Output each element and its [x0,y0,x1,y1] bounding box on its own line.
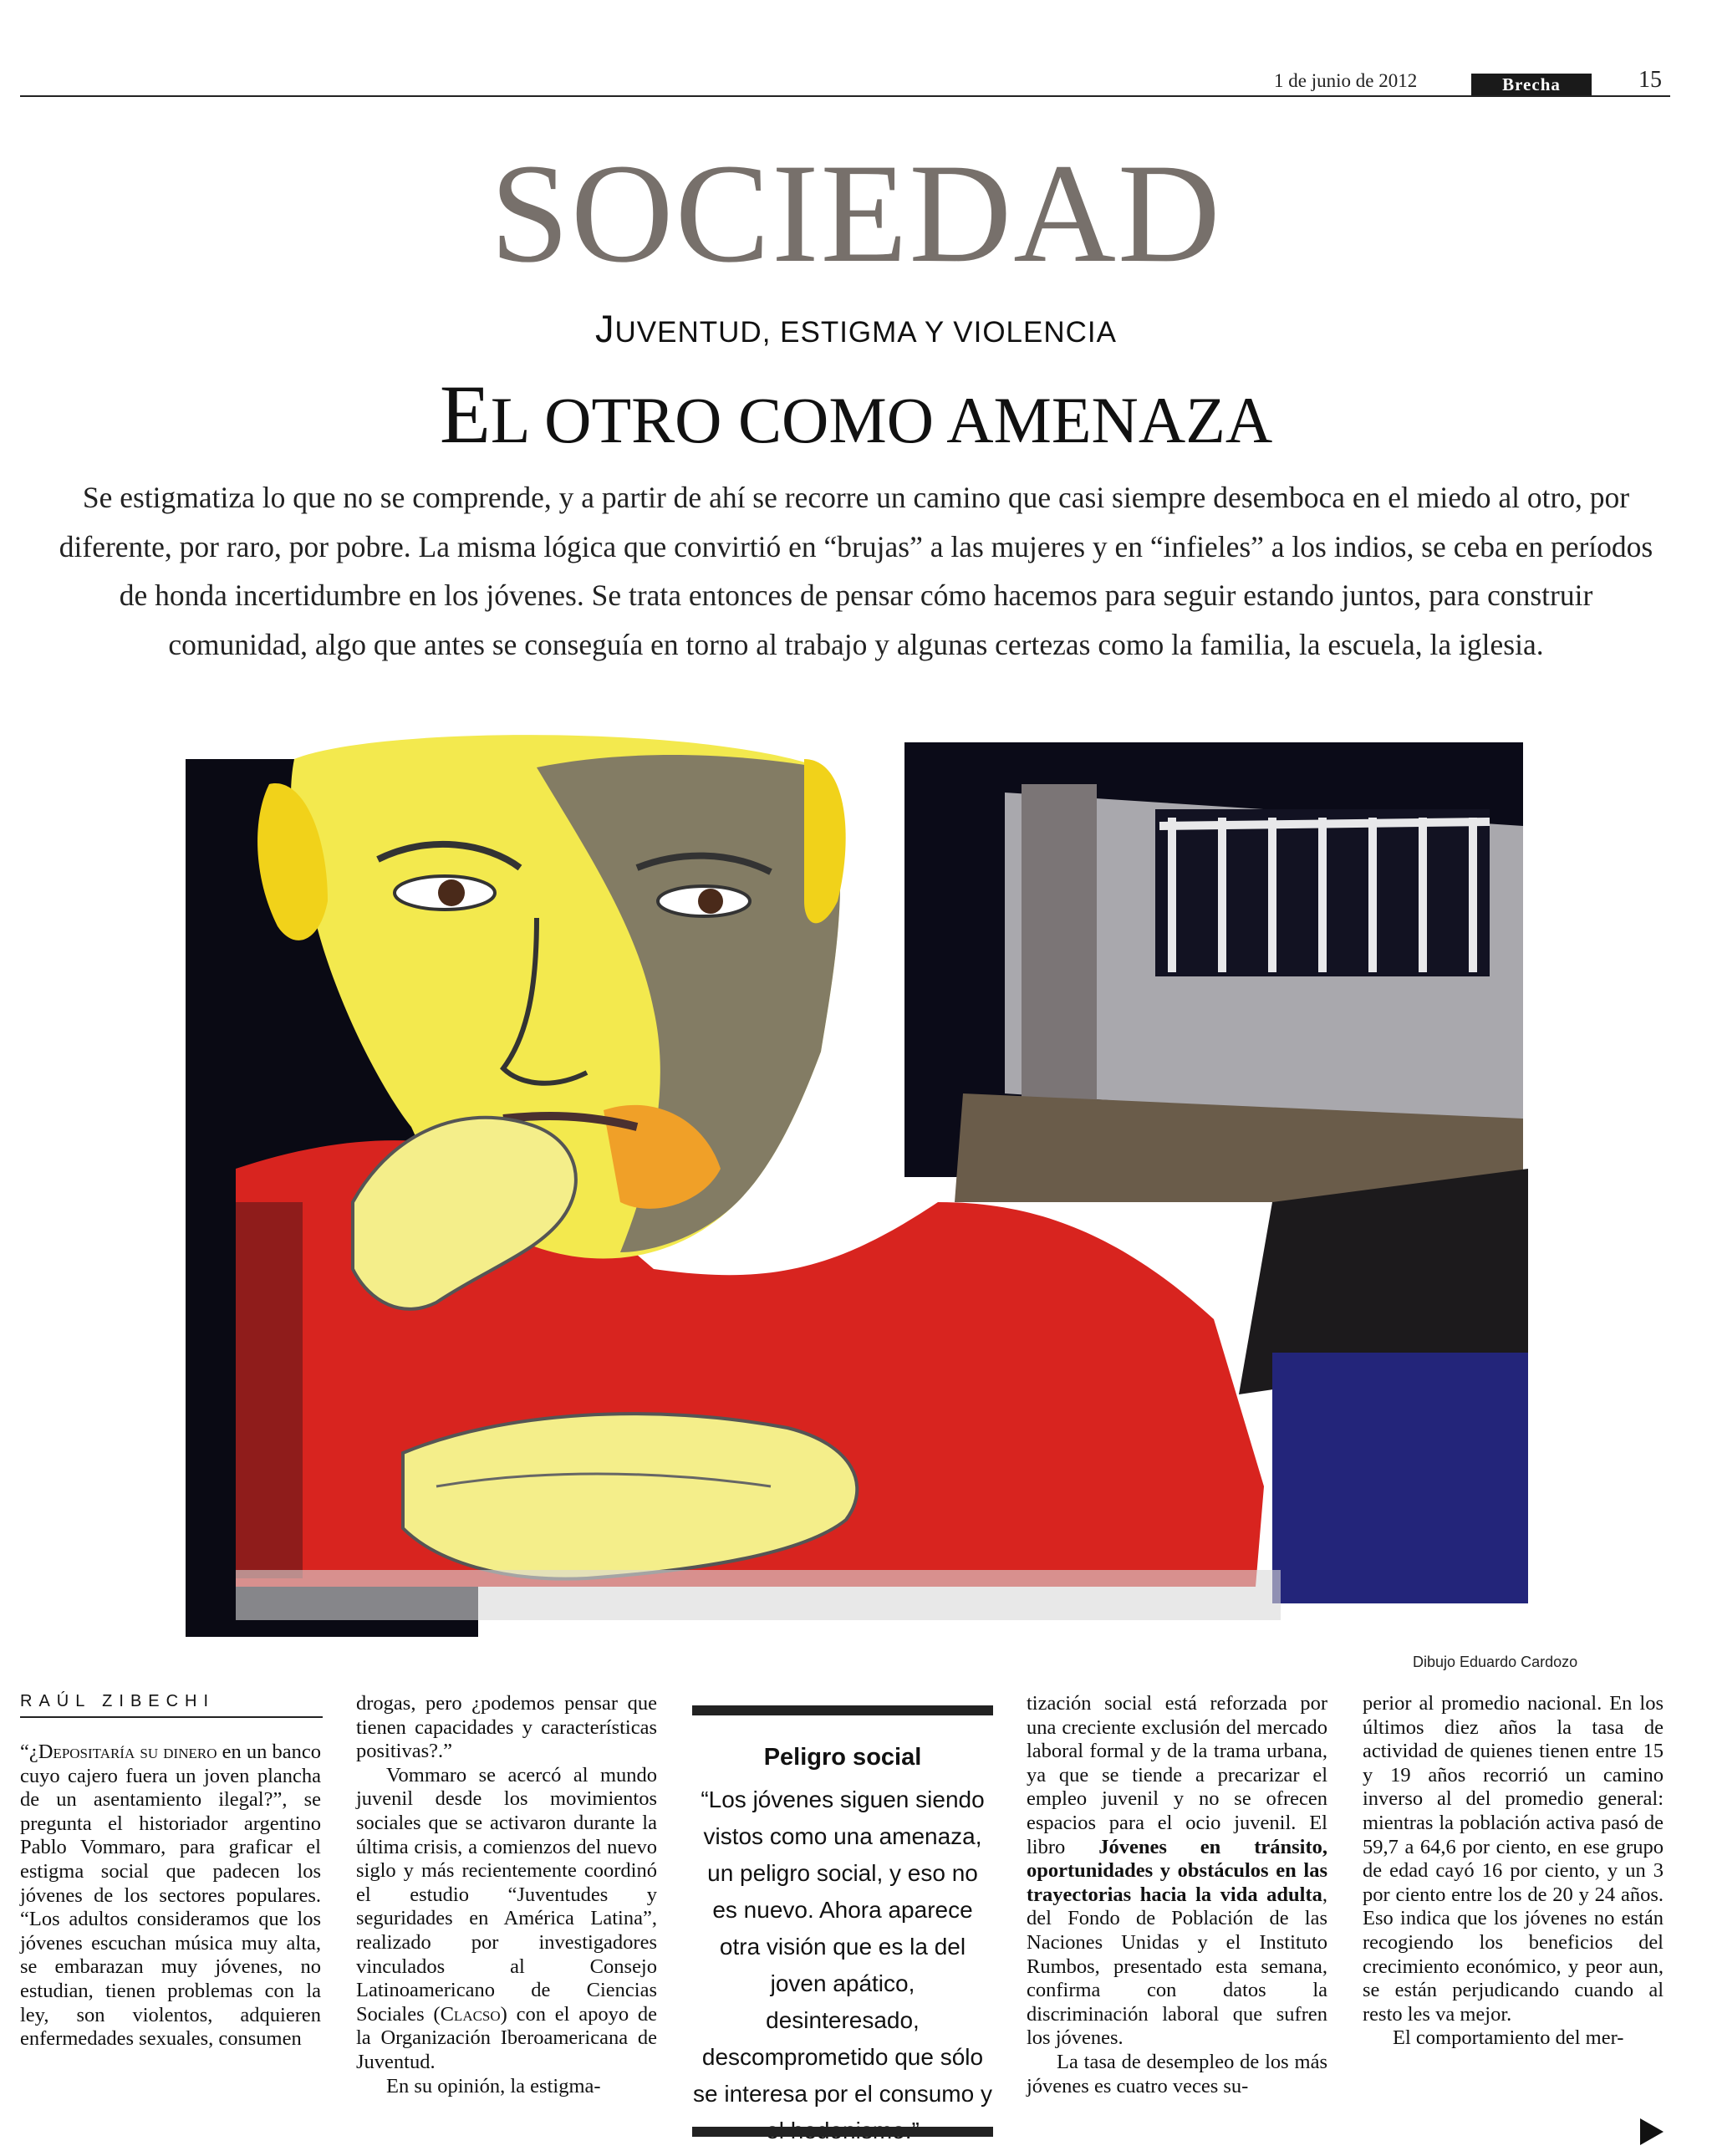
pull-quote-title: Peligro social [763,1744,922,1771]
headline-initial: E [439,368,491,461]
paragraph-text: en un banco cuyo cajero fuera un joven plancha de un asentamiento ilegal?”, se pregunta el historiador argentino Pablo Vommaro, para graficar el estigma social que padecen los jóvenes de los sectores populares. “Los adultos consideramos que los jóvenes escuchan música muy alta, se embarazan muy jóvenes, no estudian, tienen problemas con la ley, son violentos, adquieren enfermedades sexuales, consumen [20,1741,321,2051]
headline-rest: L OTRO COMO AMENAZA [490,384,1273,456]
pull-quote-text: “Los jóvenes siguen siendo vistos como una amenaza, un peligro social, y eso no es nuevo. Ahora aparece otra visión que es la del joven apático, desinteresado, descomprometido que sólo se interesa por el consumo y [693,1786,992,2107]
paragraph: drogas, pero ¿podemos pensar que tienen capacidades y características positivas?.” [356,1692,657,1763]
kicker-initial: J [595,308,615,350]
pull-quote-bottom-bar [692,2127,993,2137]
pull-quote [692,1705,993,2149]
pull-quote-top-bar [692,1705,993,1715]
paragraph-text: Vommaro se acercó al mundo juvenil desde los movimientos sociales que se activaron durante la última crisis, a comienzos del nuevo siglo y más recientemente coordinó el estudio “Juventudes y seguridades en América Latina”, realizado por investigadores vinculados al Consejo Latinoamericano de Ciencias Sociales ( [356,1763,657,2026]
byline [20,1692,323,1718]
header-rule [20,95,1670,97]
paragraph: En su opinión, la estigma- [386,2074,601,2097]
lede: Se estigmatiza lo que no se comprende, y a partir de ahí se recorre un camino que casi siempre desemboca en el miedo al otro, por diferente, por raro, por pobre. La misma lógica que convirtió en “brujas” a las mujeres y en “infieles” a los indios, se ceba en períodos de honda incertidumbre en los jóvenes. Se trata entonces de pensar cómo hacemos para seguir estando juntos, para construir comunidad, algo que antes se conseguía en torno al trabajo y algunas certezas como la familia, la escuela, la iglesia. [59,481,1653,661]
paragraph-text: , del Fondo de Población de las Naciones Unidas y el Instituto Rumbos, presentado esta semana, confirma con datos la discriminación laboral que sufren los jóvenes. [1027,1883,1327,2050]
paragraph: La tasa de desempleo de los más jóvenes es cuatro veces su- [1027,2050,1327,2097]
illustration [186,734,1528,1655]
acronym: Clacso [440,2002,501,2026]
brand-label: Brecha [1471,74,1592,95]
column-4 [1363,1692,1664,2051]
kicker [0,308,1712,351]
book-title: Jóvenes en tránsito, oportunidades y obstáculos en las trayectorias hacia la vida adulta [1027,1835,1327,1906]
column-2 [356,1692,657,2098]
kicker-rest: UVENTUD, ESTIGMA Y VIOLENCIA [614,316,1117,349]
play-arrow-icon [1640,2118,1664,2145]
column-3 [1027,1692,1327,2098]
paragraph [1027,1692,1327,2051]
headline [0,368,1712,462]
paragraph: El comportamiento del mer- [1393,2026,1624,2050]
paragraph: perior al promedio nacional. En los últimos diez años la tasa de actividad de quienes tienen entre 15 y 19 años recorrió un camino inverso al del promedio general: mientras la población activa pasó de 59,7 a 64,6 por ciento, en ese grupo de edad cayó 16 por ciento, y un 3 por ciento entre los de 20 y 24 años. Eso indica que los jóvenes no están recogiendo los beneficios del crecimiento económico, y peor aun, se están perjudicando cuando al resto les va mejor. [1363,1692,1664,2026]
page-number: 15 [1638,67,1662,93]
paragraph-text: tización social está reforzada por una creciente exclusión del mercado laboral formal y de la trama urbana, ya que se tiende a precarizar el empleo juvenil y no se ofrecen espacios para el ocio juvenil. El libro [1027,1692,1327,1858]
paragraph-text: ) con el apoyo de la Organización Iberoamericana de Juventud. [356,2002,657,2073]
illustration-credit: Dibujo Eduardo Cardozo [1413,1654,1578,1670]
byline-rule [20,1716,323,1718]
author-name: RAÚL ZIBECHI [20,1692,216,1710]
lead-in: “¿Depositaría su dinero [20,1741,217,1763]
issue-date: 1 de junio de 2012 [1274,70,1418,91]
column-1 [20,1741,321,2052]
paragraph [356,1764,657,2075]
column-1-paragraph [20,1741,321,2052]
section-title: SOCIEDAD [490,135,1222,292]
